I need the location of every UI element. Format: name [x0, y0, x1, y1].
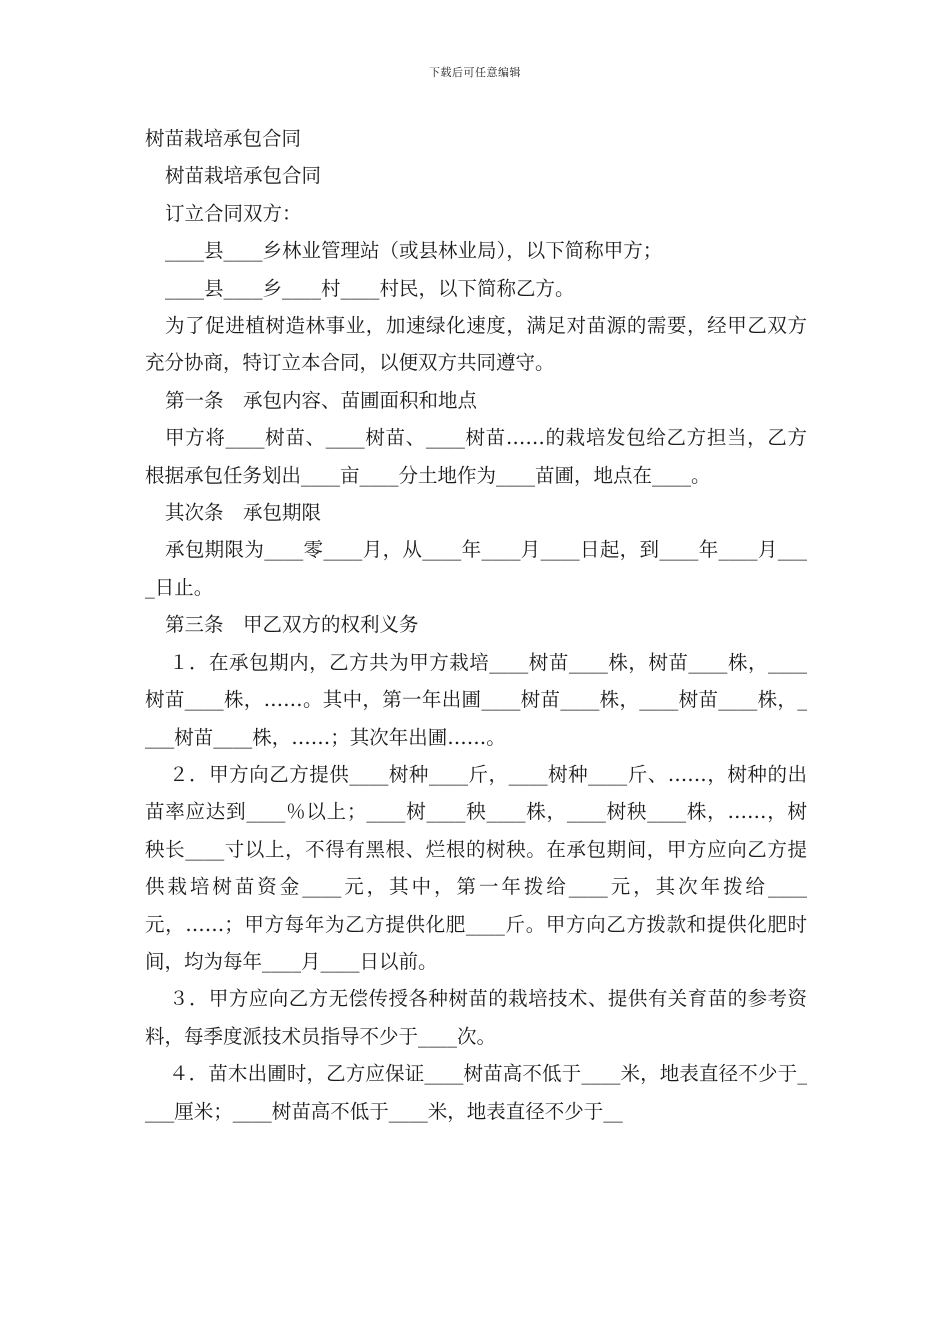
- preamble-paragraph: 为了促进植树造林事业，加速绿化速度，满足对苗源的需要，经甲乙双方充分协商，特订立本合同，以便双方共同遵守。: [145, 314, 807, 375]
- article-1-heading: 第一条 承包内容、苗圃面积和地点: [165, 388, 478, 412]
- parties-heading: 订立合同双方：: [165, 201, 302, 225]
- header-note: 下载后可任意编辑: [429, 66, 521, 79]
- article-3-item-1: １．在承包期内，乙方共为甲方栽培____树苗____株，树苗____株，____树苗____株，……。其中，第一年出圃____树苗____株，____树苗____株，____树苗____株，……；其次年出圃……。: [145, 650, 807, 749]
- article-3-item-2: ２．甲方向乙方提供____树种____斤，____树种____斤、……，树种的出苗率应达到____％以上；____树____秧____株，____树秧____株，……，树秧长____寸以上，不得有黑根、烂根的树秧。在承包期间，甲方应向乙方提供栽培树苗资金____元，其中，第一年拨给____元，其次年拨给____元，……；甲方每年为乙方提供化肥____斤。甲方向乙方拨款和提供化肥时间，均为每年____月____日以前。: [145, 762, 807, 973]
- party-a-line: ____县____乡林业管理站（或县林业局），以下简称甲方；: [165, 239, 663, 263]
- contract-heading: 树苗栽培承包合同: [165, 164, 322, 188]
- article-1-body: 甲方将____树苗、____树苗、____树苗……的栽培发包给乙方担当，乙方根据承包任务划出____亩____分土地作为____苗圃，地点在____。: [145, 426, 807, 487]
- article-2-body: 承包期限为____零____月，从____年____月____日起，到____年____月____日止。: [145, 538, 807, 599]
- document-body: [145, 120, 807, 1130]
- document-title: 树苗栽培承包合同: [145, 127, 302, 150]
- article-3-item-4: ４．苗木出圃时，乙方应保证____树苗高不低于____米，地表直径不少于____厘米；____树苗高不低于____米，地表直径不少于__: [145, 1062, 807, 1123]
- article-2-heading: 其次条 承包期限: [165, 501, 322, 525]
- article-3-item-3: ３．甲方应向乙方无偿传授各种树苗的栽培技术、提供有关育苗的参考资料，每季度派技术员指导不少于____次。: [145, 987, 807, 1048]
- article-3-heading: 第三条 甲乙双方的权利义务: [165, 613, 419, 637]
- party-b-line: ____县____乡____村____村民，以下简称乙方。: [165, 276, 575, 300]
